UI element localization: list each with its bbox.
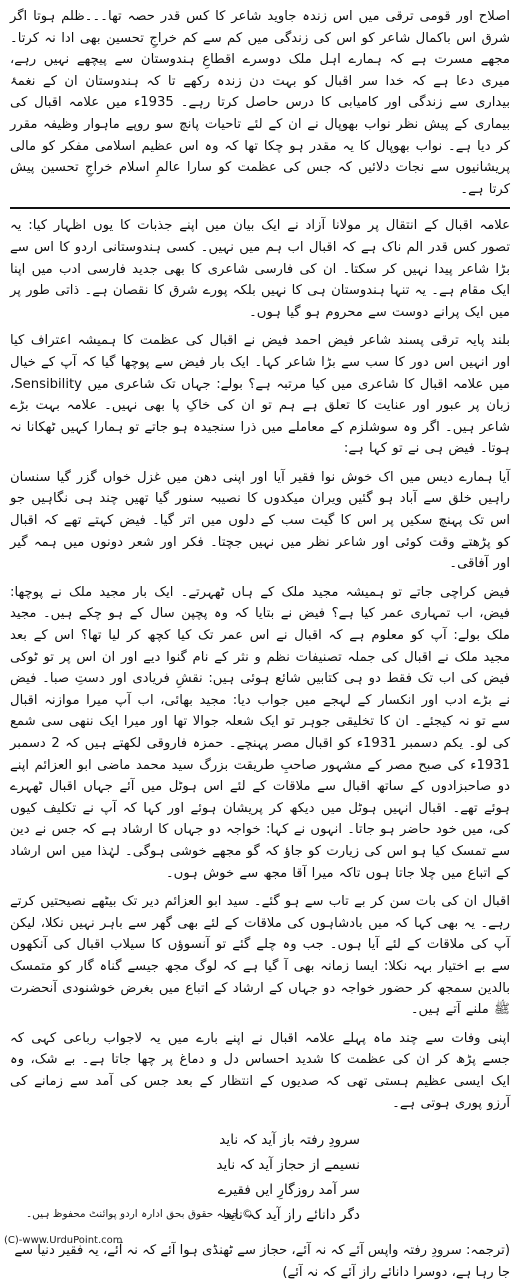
poem-line: دگر دانائے راز آید کہ ناید <box>223 1207 360 1224</box>
source-url[interactable]: (C)-www.UrduPoint.com <box>4 1235 123 1246</box>
paragraph-faiz-verse: آیا ہمارے دیس میں اک خوش نوا فقیر آیا اور اپنی دھن میں غزل خواں گزر گیا سنسان راہیں خلق سے آباد ہو گئیں ویران میکدوں کا نصیبہ سنور گیا تھیں چند ہی نگاہیں جو اس تک پہنچ سکیں پر اس کا گیت سب کے دلوں میں اتر گیا۔ فیض کہتے تھے کہ اقبال کو پڑھتے وقت کوئی اور شاعر نظر میں نہیں جچتا۔ فکر اور شعر دونوں میں ہمہ گیر اور آفاقی۔ <box>10 469 510 572</box>
paragraph-abul-azaim: اقبال ان کی بات سن کر بے تاب سے ہو گئے۔ سید ابو العزائم دیر تک بیٹھے نصیحتیں کرتے رہے۔ یہ بھی کہا کہ میں بادشاہوں کی ملاقات کے لئے بھی گھر سے باہر نہیں نکلا، لیکن آپ کی ملاقات کے لئے آیا ہوں۔ جب وہ چلے گئے تو آنسوؤں کا سیلاب اقبال کی آنکھوں سے بے اختیار بہہ نکلا: ایسا زمانہ بھی آ گیا ہے کہ لوگ مجھ جیسے گناہ گار کو متمسک بالدین سمجھ کر حضور خواجہ دو جہاں کے ارشاد کے اتباع میں بغرض خوشنودی آنحضرت ﷺ ملنے آتے ہیں۔ <box>10 894 510 1018</box>
page-footer <box>4 1208 510 1246</box>
paragraph-intro: اصلاح اور قومی ترقی میں اس زندہ جاوید شاعر کا کس قدر حصہ تھا۔۔۔ظلم ہوتا اگر شرق اس باکمال شاعر کو اس کی زندگی میں کم سے کم خراجِ تحسین بھی ادا نہ کرتا۔ مجھے مسرت ہے کہ ہمارے اہل ملک دوسرے اقطاعِ ہندوستان سے پیچھے نہیں رہے، میری دعا ہے کہ خدا سر اقبال کو بہت دن زندہ رکھے تا کہ ہندوستان ان کے نغمۂ بیداری سے زندگی اور کامیابی کا درس حاصل کرتا رہے۔ 1935ء میں علامہ اقبال کی بیماری کے پیش نظر نواب بھوپال نے ان کے لئے تاحیات پانچ سو روپے ماہوار وظیفہ مقرر کر دیا ہے۔ نواب بھوپال کا یہ مقدر ہو چکا تھا کہ وہ اس عظیم اسلامی مفکر کو مالی پریشانیوں سے نجات دلائیں کہ جس کی عظمت کو سارا عالمِ اسلام خراجِ تحسین پیش کرتا ہے۔ <box>10 9 510 197</box>
poem-line: سرودِ رفتہ باز آید کہ ناید <box>219 1132 360 1149</box>
paragraph-rubai-intro: اپنی وفات سے چند ماہ پہلے علامہ اقبال نے اپنے بارے میں یہ لاجواب رباعی کہی کہ جسے پڑھ کر ان کی عظمت کا شدید احساس دل و دماغ پر چھا جاتا ہے۔ بے شک، وہ ایک ایسی عظیم ہستی تھی کہ صدیوں کے انتظار کے بعد جس کی آمد سے زمانے کی آرزو پوری ہوتی ہے۔ <box>10 1030 510 1111</box>
paragraph-majeed-malik: فیض کراچی جاتے تو ہمیشہ مجید ملک کے ہاں ٹھہرتے۔ ایک بار مجید ملک نے پوچھا: فیض، اب تمہاری عمر کیا ہے؟ فیض نے بتایا کہ وہ پچپن سال کے ہو چکے ہیں۔ مجید ملک بولے: آپ کو معلوم ہے کہ اقبال نے اس عمر تک کیا کچھ کر لیا تھا؟ اس کے بعد مجید ملک نے اقبال کی جملہ تصنیفات نظم و نثر کے نام گنوا دیے اور ان اس پر تو ٹوکی فیض کی اب تک فقط دو ہی کتابیں شائع ہوئی ہیں: نقشِ فریادی اور دستِ صبا۔ فیض نے بڑے ادب اور انکسار کے لہجے میں جواب دیا: مجید بھائی، اب آپ میرا موازنہ اقبال سے تو نہ کیجئے۔ ان کا تخلیقی جوہر تو ایک شعلہ جوالا تھا اور میرا ایک ننھی سی شمع کی لو۔ یکم دسمبر 1931ء کو اقبال مصر پہنچے۔ حمزہ فاروقی لکھتے ہیں کہ 2 دسمبر 1931ء کی صبح مصر کے مشہور صاحبِ طریقت بزرگ سید محمد ماضی ابو العزائم اپنے دو صاحبزادوں کے ساتھ اقبال سے ملاقات کے لئے اس ہوٹل میں آئے جہاں اقبال ٹھہرے ہوئے تھے۔ اقبال انہیں ہوٹل میں دیکھ کر پریشان ہوئے اور کہا کہ آپ نے تکلیف کیوں کی، میں خود حاضر ہو جاتا۔ انہوں نے کہا: خواجہ دو جہاں کا ارشاد ہے کہ جس نے دین سے تمسک کیا ہو اس کی زیارت کو جاؤ کہ گو مجھے خوشی ہوگی۔ لہٰذا میں اس ارشاد کے اتباع میں چلا جاتا ہوں تاکہ میرا آقا مجھ سے خوش ہوں۔ <box>10 584 510 881</box>
paragraph-faiz: بلند پایہ ترقی پسند شاعر فیض احمد فیض نے اقبال کی عظمت کا ہمیشہ اعتراف کیا اور انہیں اس دور کا سب سے بڑا شاعر کہا۔ ایک بار فیض سے پوچھا گیا کہ آپ کے خیال میں علامہ اقبال کا شاعری میں کیا مرتبہ ہے؟ بولے: جہاں تک شاعری میں Sensibility، زبان پر عبور اور عنایت کا تعلق ہے ہم تو ان کی خاکِ پا بھی نہیں۔ علامہ بہت بڑے شاعر ہیں۔ اگر وہ سوشلزم کے معاملے میں ذرا سنجیدہ ہو جاتے تو ہمارا کہیں ٹھکانا نہ ہوتا۔ فیض ہی نے تو کہا ہے: <box>10 333 510 457</box>
poem-line: نسیمے از حجاز آید کہ ناید <box>216 1157 360 1174</box>
poem-line: سر آمد روزگارِ ایں فقیرے <box>217 1182 360 1199</box>
divider <box>10 207 510 209</box>
paragraph-azad: علامہ اقبال کے انتقال پر مولانا آزاد نے ایک بیان میں اپنے جذبات کا یوں اظہار کیا: یہ تصور کس قدر الم ناک ہے کہ اقبال اب ہم میں نہیں۔ کسی ہندوستانی اردو کا اس سے بڑا شاعر پیدا نہیں کر سکتا۔ ان کی فارسی شاعری کا بھی جدید فارسی ادب میں اپنا ایک مقام ہے۔ یہ تنہا ہندوستان ہی کا نہیں بلکہ پورے شرق کا نقصان ہے۔ ذاتی طور پر میں ایک پرانے دوست سے محروم ہو گیا ہوں۔ <box>10 218 510 320</box>
copyright-notice: © جملہ حقوق بحق ادارہ اردو پوائنٹ محفوظ ہیں۔ <box>26 1208 253 1220</box>
poem-translation: (ترجمہ: سرودِ رفتہ واپس آئے کہ نہ آئے، حجاز سے ٹھنڈی ہوا آئے کہ نہ آئے، یہ فقیر دنیا سے جا رہا ہے، دوسرا دانائے راز آئے کہ نہ آئے) <box>14 1243 510 1280</box>
